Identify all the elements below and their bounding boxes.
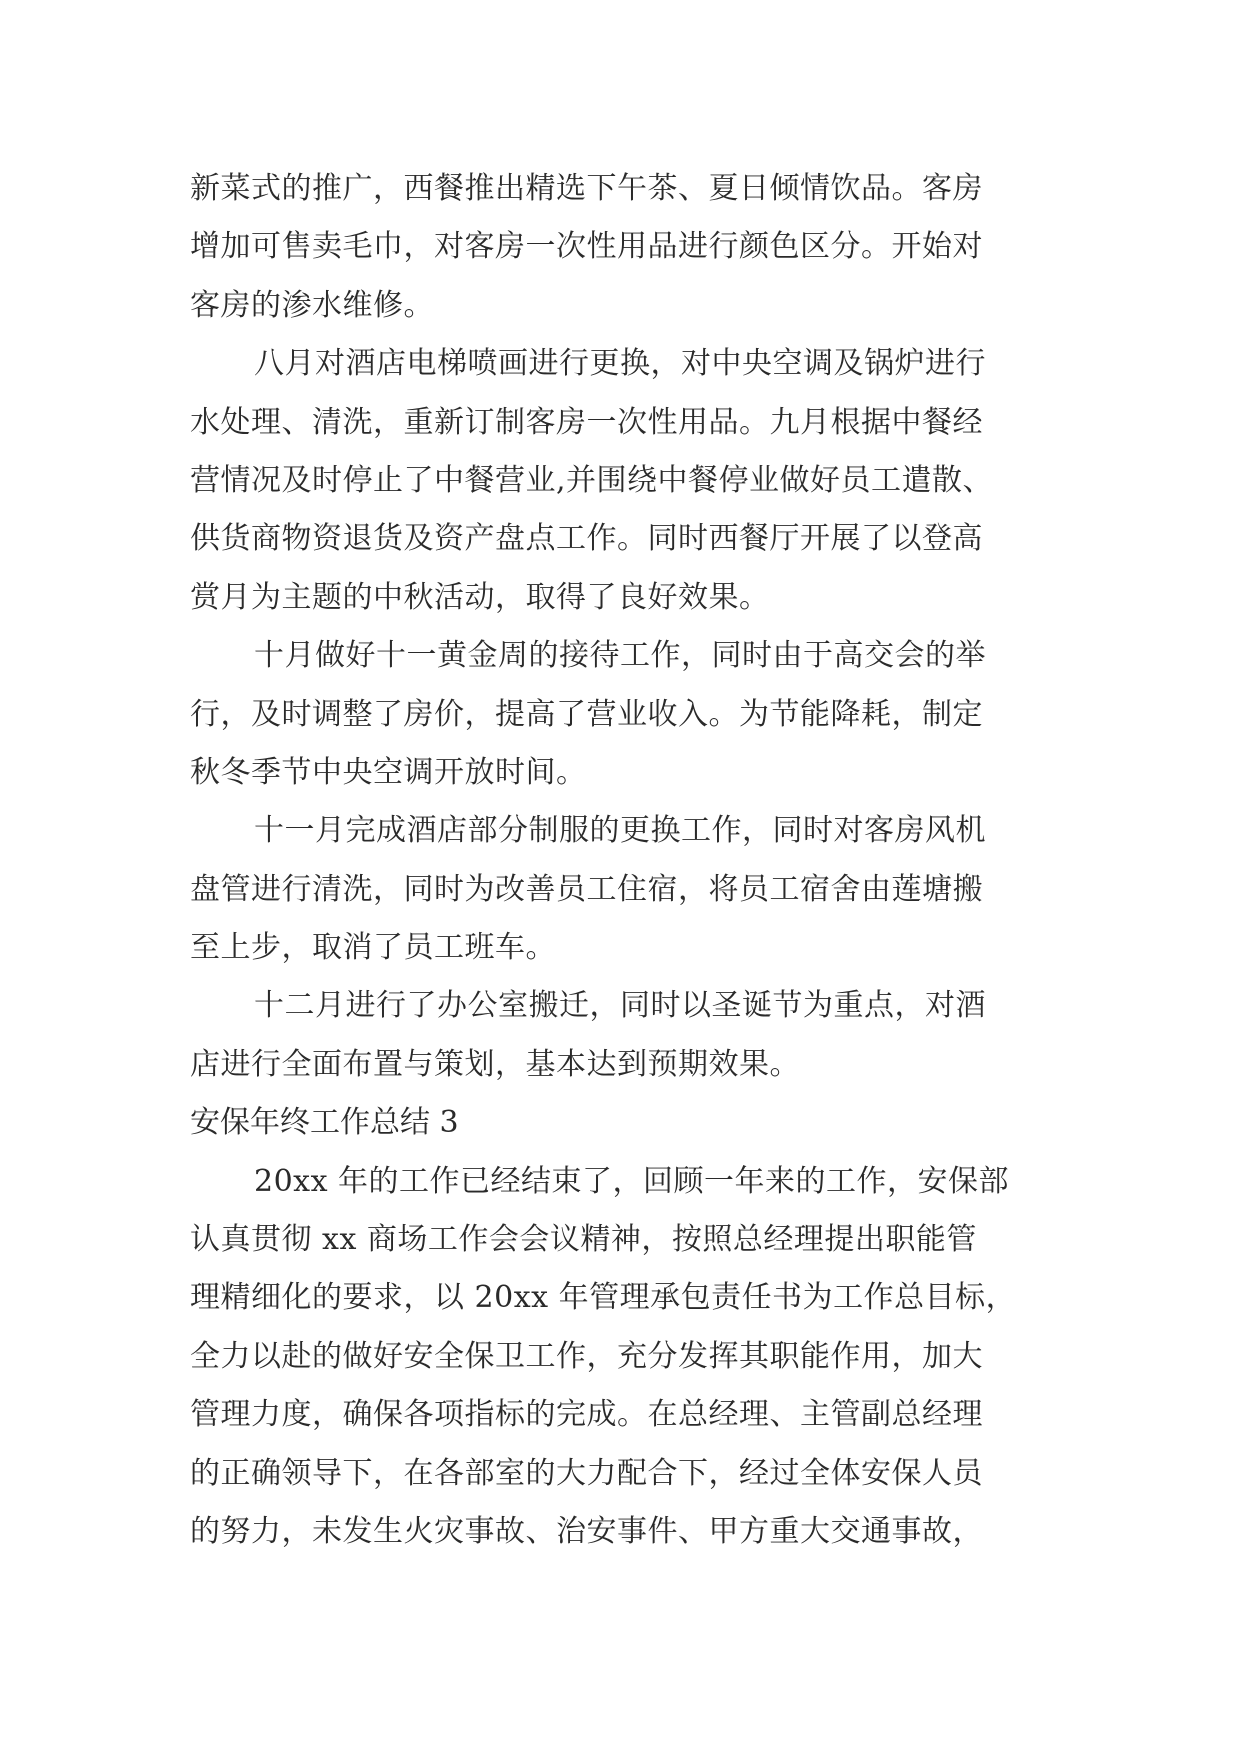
paragraph-first-line: 20xx 年的工作已经结束了，回顾一年来的工作，安保部 [254, 1163, 1010, 1199]
text-line: 赏月为主题的中秋活动，取得了良好效果。 [190, 579, 770, 615]
text-line: 管理力度，确保各项指标的完成。在总经理、主管副总经理 [190, 1397, 983, 1433]
text-line: 秋冬季节中央空调开放时间。 [190, 754, 587, 790]
text-line: 至上步，取消了员工班车。 [190, 930, 556, 966]
text-line: 客房的渗水维修。 [190, 287, 434, 323]
text-line: 理精细化的要求，以 20xx 年管理承包责任书为工作总目标， [190, 1280, 1017, 1316]
paragraph-first-line: 八月对酒店电梯喷画进行更换，对中央空调及锅炉进行 [254, 346, 986, 382]
text-line: 全力以赴的做好安全保卫工作，充分发挥其职能作用，加大 [190, 1338, 983, 1374]
text-line: 供货商物资退货及资产盘点工作。同时西餐厅开展了以登高 [190, 521, 983, 557]
text-line: 营情况及时停止了中餐营业,并围绕中餐停业做好员工遣散、 [190, 462, 994, 498]
paragraph-first-line: 十月做好十一黄金周的接待工作，同时由于高交会的举 [254, 638, 986, 674]
section-heading: 安保年终工作总结 3 [190, 1105, 459, 1141]
text-line: 的努力，未发生火灾事故、治安事件、甲方重大交通事故， [190, 1513, 983, 1549]
document-body [190, 160, 1050, 1561]
text-line: 盘管进行清洗，同时为改善员工住宿，将员工宿舍由莲塘搬 [190, 871, 983, 907]
paragraph-first-line: 十一月完成酒店部分制服的更换工作，同时对客房风机 [254, 813, 986, 849]
paragraph-first-line: 十二月进行了办公室搬迁，同时以圣诞节为重点，对酒 [254, 988, 986, 1024]
text-line: 增加可售卖毛巾，对客房一次性用品进行颜色区分。开始对 [190, 229, 983, 265]
text-line: 店进行全面布置与策划，基本达到预期效果。 [190, 1046, 800, 1082]
text-line: 的正确领导下，在各部室的大力配合下，经过全体安保人员 [190, 1455, 983, 1491]
text-line: 水处理、清洗，重新订制客房一次性用品。九月根据中餐经 [190, 404, 983, 440]
text-line: 认真贯彻 xx 商场工作会会议精神，按照总经理提出职能管 [190, 1222, 977, 1258]
text-line: 行，及时调整了房价，提高了营业收入。为节能降耗，制定 [190, 696, 983, 732]
text-line: 新菜式的推广，西餐推出精选下午茶、夏日倾情饮品。客房 [190, 171, 983, 206]
